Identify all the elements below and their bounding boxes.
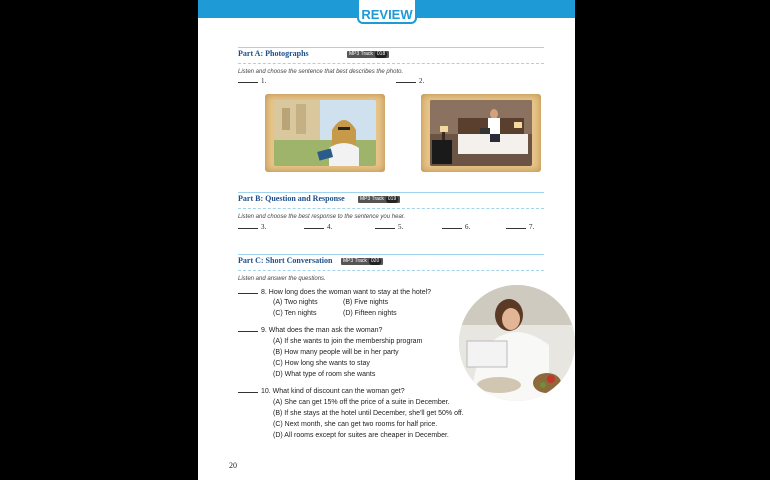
- part-c-section: [238, 254, 544, 282]
- q8-option-b[interactable]: (B) Five nights: [343, 299, 389, 306]
- review-tab: REVIEW: [357, 0, 417, 24]
- q9-option-c[interactable]: (C) How long she wants to stay: [273, 360, 370, 367]
- item-number: 7.: [529, 223, 535, 231]
- q10-option-a[interactable]: (A) She can get 15% off the price of a suite in December.: [273, 399, 450, 406]
- track-number: 019: [387, 196, 397, 202]
- page-number: 20: [229, 461, 237, 470]
- part-c-track-badge: [341, 258, 383, 265]
- track-number: 018: [376, 51, 386, 57]
- part-b-title: Part B: Question and Response: [238, 194, 345, 203]
- q8-option-c[interactable]: (C) Ten nights: [273, 310, 317, 317]
- part-a-track-badge: [347, 51, 389, 58]
- part-a-section: [238, 47, 544, 75]
- answer-blank-1[interactable]: [238, 77, 266, 85]
- item-number: 3.: [261, 223, 267, 231]
- question-8[interactable]: [238, 289, 431, 296]
- answer-blank-5[interactable]: [375, 223, 403, 231]
- q10-option-b[interactable]: (B) If she stays at the hotel until December, she'll get 50% off.: [273, 410, 464, 417]
- part-c-title: Part C: Short Conversation: [238, 256, 333, 265]
- part-c-instruction: Listen and answer the questions.: [238, 276, 326, 282]
- question-10[interactable]: [238, 388, 405, 395]
- q9-option-b[interactable]: (B) How many people will be in her party: [273, 349, 399, 356]
- photo-1-frame: [265, 94, 385, 172]
- part-a-instruction: Listen and choose the sentence that best describes the photo.: [238, 69, 404, 75]
- q8-option-d[interactable]: (D) Fifteen nights: [343, 310, 397, 317]
- track-number: 020: [370, 258, 380, 264]
- track-label: MP3 Track: [349, 51, 373, 57]
- photo-2-frame: [421, 94, 541, 172]
- answer-blank-3[interactable]: [238, 223, 266, 231]
- part-b-header: [238, 192, 544, 209]
- q9-option-d[interactable]: (D) What type of room she wants: [273, 371, 376, 378]
- q9-option-a[interactable]: (A) If she wants to join the membership program: [273, 338, 423, 345]
- photo-woman-laptop-bed-image: [459, 285, 575, 401]
- part-a-title: Part A: Photographs: [238, 49, 309, 58]
- item-number: 1.: [261, 77, 267, 85]
- question-9[interactable]: [238, 327, 382, 334]
- answer-blank-2[interactable]: [396, 77, 424, 85]
- item-number: 2.: [419, 77, 425, 85]
- q10-option-d[interactable]: (D) All rooms except for suites are cheaper in December.: [273, 432, 449, 439]
- q10-option-c[interactable]: (C) Next month, she can get two rooms for half price.: [273, 421, 438, 428]
- q8-option-a[interactable]: (A) Two nights: [273, 299, 318, 306]
- track-label: MP3 Track: [343, 258, 367, 264]
- question-stem: 10. What kind of discount can the woman get?: [261, 388, 405, 395]
- part-c-header: [238, 254, 544, 271]
- part-b-track-badge: [358, 196, 400, 203]
- part-b-section: [238, 192, 544, 220]
- photo-man-hotel-room-image: [430, 100, 532, 166]
- part-b-instruction: Listen and choose the best response to the sentence you hear.: [238, 214, 406, 220]
- photo-woman-city-image: [274, 100, 376, 166]
- question-stem: 9. What does the man ask the woman?: [261, 327, 383, 334]
- item-number: 6.: [465, 223, 471, 231]
- part-a-header: [238, 47, 544, 64]
- answer-blank-4[interactable]: [304, 223, 332, 231]
- workbook-page: [198, 0, 575, 480]
- answer-blank-7[interactable]: [506, 223, 534, 231]
- answer-blank-6[interactable]: [442, 223, 470, 231]
- item-number: 5.: [398, 223, 404, 231]
- item-number: 4.: [327, 223, 333, 231]
- question-stem: 8. How long does the woman want to stay at the hotel?: [261, 289, 432, 296]
- track-label: MP3 Track: [360, 196, 384, 202]
